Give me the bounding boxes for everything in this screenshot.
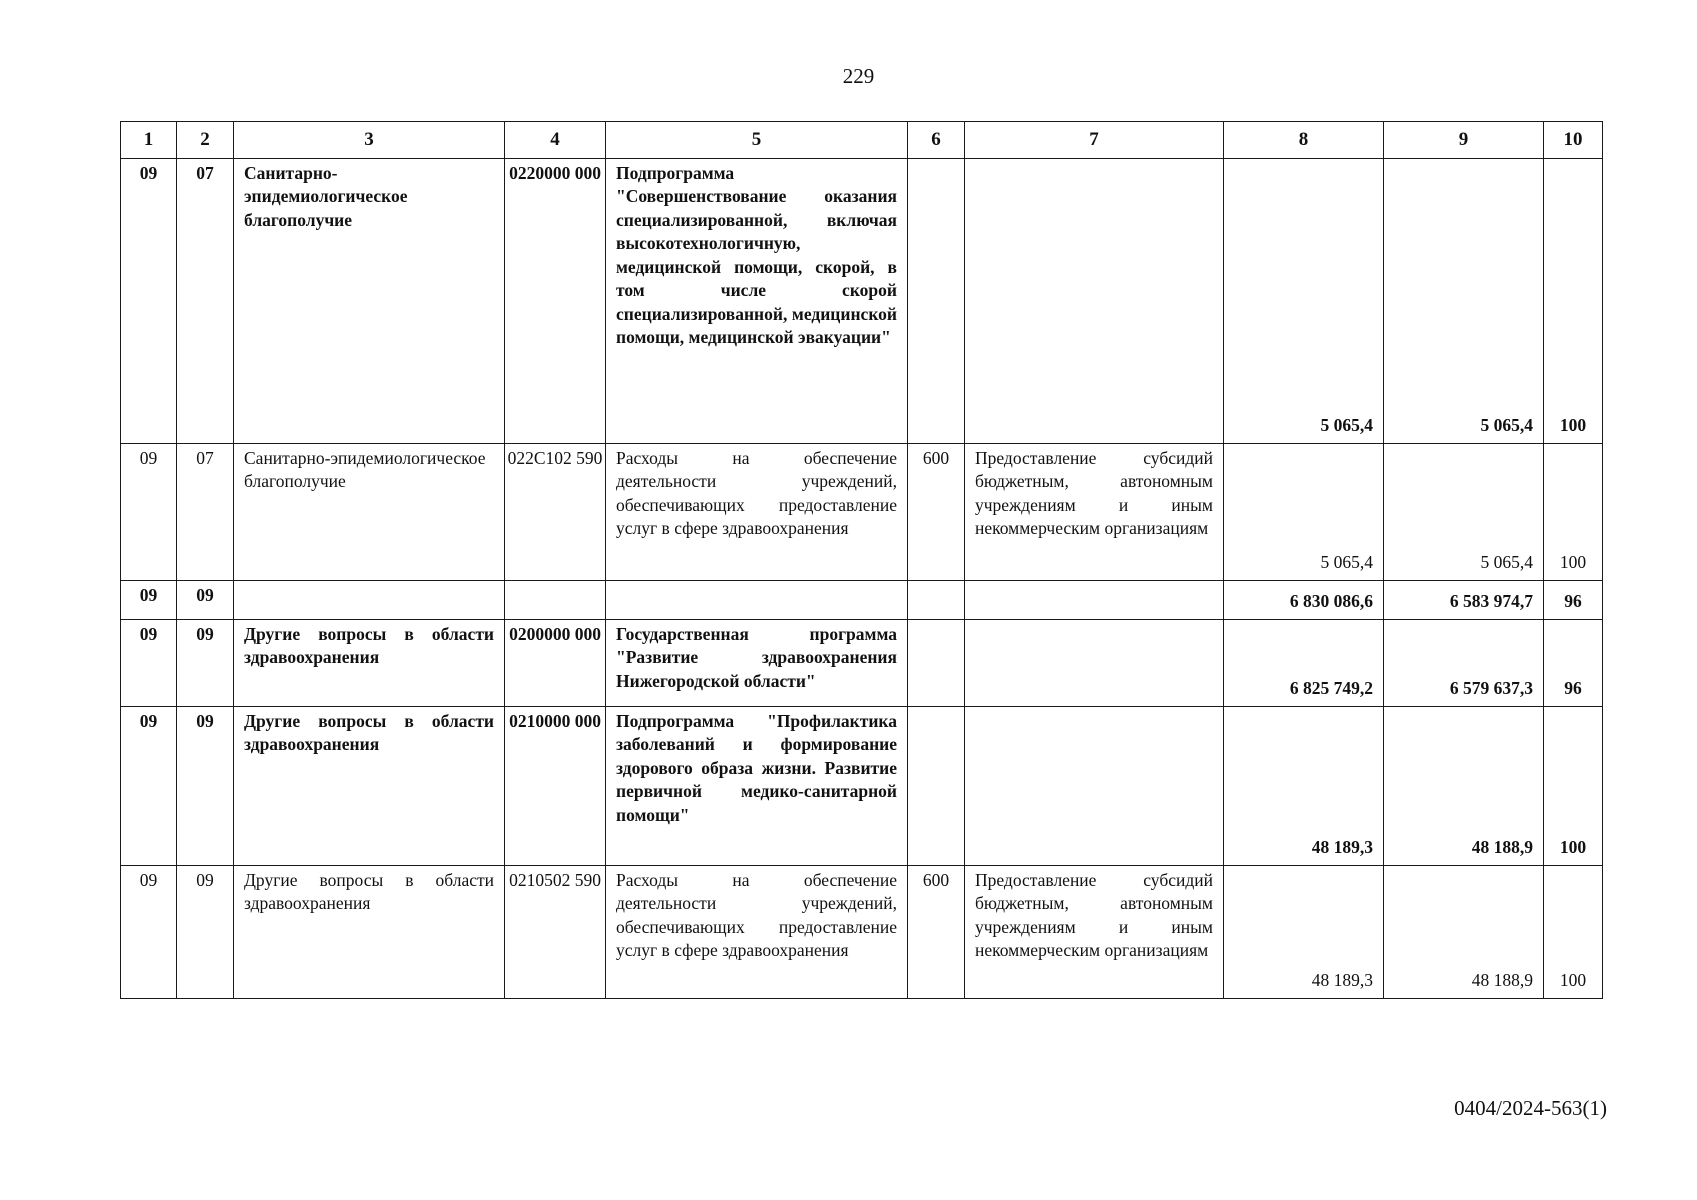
cell-actual-amount: 48 188,9 (1384, 865, 1544, 998)
cell-name: Другие вопросы в области здравоохранения (234, 706, 505, 865)
cell-actual-amount: 6 583 974,7 (1384, 580, 1544, 619)
table-row (121, 706, 1603, 865)
cell-planned-amount: 6 830 086,6 (1224, 580, 1384, 619)
cell-description (606, 580, 908, 619)
cell-actual-amount: 6 579 637,3 (1384, 619, 1544, 706)
cell-description: Подпрограмма "Совершенствование оказания специализированной, включая высокотехнологичную, медицинской помощи, скорой, в том числе скорой специализированной, медицинской помощи, медицинской эвакуации" (606, 158, 908, 443)
cell-actual-amount: 5 065,4 (1384, 443, 1544, 580)
table-row (121, 158, 1603, 443)
cell-target-article (505, 580, 606, 619)
cell-expense-type (908, 619, 965, 706)
column-header-5: 5 (606, 122, 908, 159)
header-row (121, 122, 1603, 159)
cell-description: Государственная программа "Развитие здравоохранения Нижегородской области" (606, 619, 908, 706)
column-header-7: 7 (965, 122, 1224, 159)
cell-expense-type-name (965, 580, 1224, 619)
cell-expense-type (908, 158, 965, 443)
cell-description: Расходы на обеспечение деятельности учреждений, обеспечивающих предоставление услуг в сфере здравоохранения (606, 865, 908, 998)
cell-expense-type-name (965, 158, 1224, 443)
column-header-9: 9 (1384, 122, 1544, 159)
cell-percent: 100 (1544, 706, 1603, 865)
column-header-3: 3 (234, 122, 505, 159)
column-header-4: 4 (505, 122, 606, 159)
cell-subsection: 09 (177, 619, 234, 706)
column-header-8: 8 (1224, 122, 1384, 159)
column-header-1: 1 (121, 122, 177, 159)
cell-section: 09 (121, 619, 177, 706)
cell-subsection: 07 (177, 443, 234, 580)
cell-percent: 96 (1544, 580, 1603, 619)
column-header-10: 10 (1544, 122, 1603, 159)
table-row (121, 443, 1603, 580)
cell-name: Санитарно-эпидемиологическое благополучие (234, 443, 505, 580)
cell-planned-amount: 48 189,3 (1224, 865, 1384, 998)
table-row (121, 865, 1603, 998)
cell-target-article: 0210000 000 (505, 706, 606, 865)
cell-target-article: 0220000 000 (505, 158, 606, 443)
cell-description: Подпрограмма "Профилактика заболеваний и формирование здорового образа жизни. Развитие первичной медико-санитарной помощи" (606, 706, 908, 865)
cell-percent: 96 (1544, 619, 1603, 706)
cell-planned-amount: 6 825 749,2 (1224, 619, 1384, 706)
cell-expense-type-name (965, 706, 1224, 865)
cell-expense-type-name: Предоставление субсидий бюджетным, автономным учреждениям и иным некоммерческим организациям (965, 443, 1224, 580)
cell-target-article: 022С102 590 (505, 443, 606, 580)
cell-percent: 100 (1544, 865, 1603, 998)
cell-section: 09 (121, 443, 177, 580)
cell-section: 09 (121, 580, 177, 619)
cell-expense-type: 600 (908, 443, 965, 580)
cell-expense-type-name (965, 619, 1224, 706)
cell-percent: 100 (1544, 443, 1603, 580)
cell-expense-type (908, 706, 965, 865)
column-header-2: 2 (177, 122, 234, 159)
cell-actual-amount: 48 188,9 (1384, 706, 1544, 865)
cell-section: 09 (121, 865, 177, 998)
cell-name (234, 580, 505, 619)
cell-percent: 100 (1544, 158, 1603, 443)
table-row (121, 619, 1603, 706)
document-code: 0404/2024-563(1) (1454, 1096, 1607, 1120)
cell-planned-amount: 48 189,3 (1224, 706, 1384, 865)
cell-target-article: 0210502 590 (505, 865, 606, 998)
cell-planned-amount: 5 065,4 (1224, 443, 1384, 580)
cell-section: 09 (121, 158, 177, 443)
cell-subsection: 09 (177, 580, 234, 619)
cell-name: Санитарно-эпидемиологическое благополучие (234, 158, 505, 443)
cell-expense-type-name: Предоставление субсидий бюджетным, автономным учреждениям и иным некоммерческим организациям (965, 865, 1224, 998)
table-row (121, 580, 1603, 619)
budget-table (120, 121, 1603, 999)
page-number: 229 (842, 64, 875, 88)
cell-section: 09 (121, 706, 177, 865)
cell-name: Другие вопросы в области здравоохранения (234, 619, 505, 706)
cell-planned-amount: 5 065,4 (1224, 158, 1384, 443)
cell-subsection: 07 (177, 158, 234, 443)
cell-target-article: 0200000 000 (505, 619, 606, 706)
cell-expense-type: 600 (908, 865, 965, 998)
cell-description: Расходы на обеспечение деятельности учреждений, обеспечивающих предоставление услуг в сфере здравоохранения (606, 443, 908, 580)
cell-actual-amount: 5 065,4 (1384, 158, 1544, 443)
cell-subsection: 09 (177, 865, 234, 998)
column-header-6: 6 (908, 122, 965, 159)
cell-expense-type (908, 580, 965, 619)
cell-name: Другие вопросы в области здравоохранения (234, 865, 505, 998)
cell-subsection: 09 (177, 706, 234, 865)
